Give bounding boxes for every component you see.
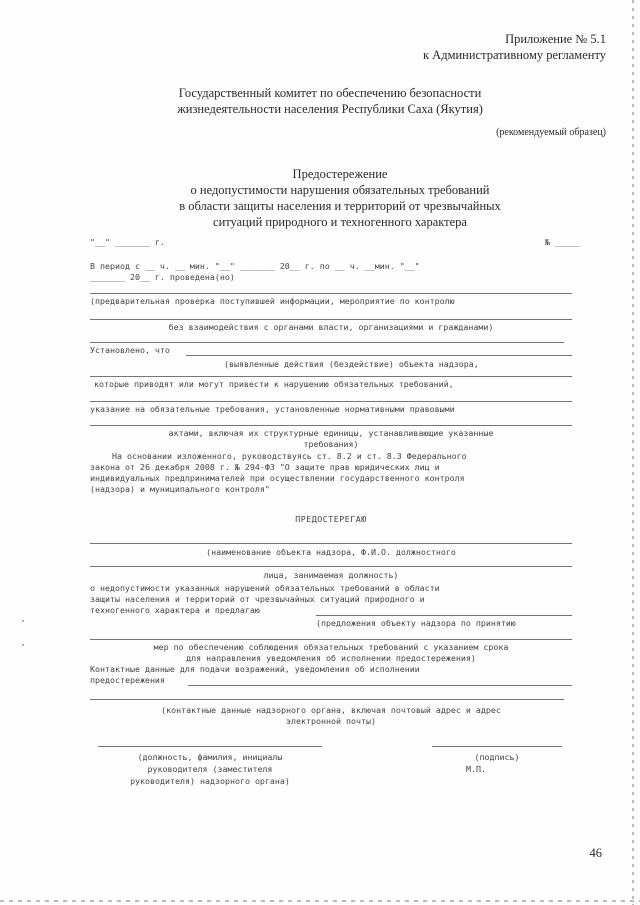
hint-actions: (выявленные действия (бездействие) объекта надзора, xyxy=(224,359,479,369)
blank-line xyxy=(90,543,572,544)
blank-line xyxy=(90,342,564,343)
blank-line xyxy=(90,293,572,294)
page-number: 46 xyxy=(589,846,602,860)
title-line-3: в области защиты населения и территорий от чрезвычайных xyxy=(179,199,501,213)
basis-line-1: На основании изложенного, руководствуясь ст. 8.2 и ст. 8.3 Федерального xyxy=(112,451,467,461)
appendix-number: Приложение № 5.1 xyxy=(505,32,606,46)
blank-line xyxy=(90,639,572,640)
basis-line-3: индивидуальных предпринимателей при осуществлении государственного контроля xyxy=(90,473,465,483)
blank-line xyxy=(90,401,572,402)
signature-hint: (подпись) xyxy=(474,752,520,762)
title-line-2: о недопустимости нарушения обязательных требований xyxy=(190,183,490,197)
signature-position-hint-2: руководителя (заместителя xyxy=(147,764,273,774)
contacts-line-1: Контактные данные для подачи возражений, уведомления об исполнении xyxy=(90,664,420,674)
scan-speck xyxy=(22,620,24,622)
hint-lead: которые приводят или могут привести к нарушению обязательных требований, xyxy=(94,379,454,389)
hint-acts-2: требования) xyxy=(303,439,359,449)
hint-contacts-1: (контактные данные надзорного органа, включая почтовый адрес и адрес xyxy=(161,705,501,715)
blank-line xyxy=(316,615,572,616)
hint-contacts-2: электронной почты) xyxy=(286,716,376,726)
contacts-line-2: предостережения xyxy=(90,675,165,685)
inadmissibility-line-3: техногенного характера и предлагаю xyxy=(90,605,260,615)
blank-line xyxy=(90,319,572,320)
title-line-4: ситуаций природного и техногенного характера xyxy=(213,215,467,229)
inadmissibility-line-2: защиты населения и территорий от чрезвычайных ситуаций природного и xyxy=(90,594,425,604)
warning-heading: ПРЕДОСТЕРЕГАЮ xyxy=(295,514,367,524)
signature-position-hint-1: (должность, фамилия, инициалы xyxy=(137,752,283,762)
signature-position-hint-3: руководителя) надзорного органа) xyxy=(130,776,290,786)
signature-line xyxy=(432,746,562,747)
established-label: Установлено, что xyxy=(90,345,170,355)
blank-line xyxy=(90,566,572,567)
hint-object-2: лица, занимаемая должность) xyxy=(263,570,399,580)
hint-acts-1: актами, включая их структурные единицы, устанавливающие указанные xyxy=(168,428,494,438)
hint-check: (предварительная проверка поступившей информации, мероприятие по контролю xyxy=(90,296,455,306)
recommended-sample: (рекомендуемый образец) xyxy=(496,127,606,138)
hint-object-1: (наименование объекта надзора, Ф.И.О. должностного xyxy=(206,547,456,557)
basis-line-2: закона от 26 декабря 2008 г. № 294-ФЗ "О защите прав юридических лиц и xyxy=(90,462,440,472)
scan-edge-right xyxy=(632,0,634,905)
blank-line xyxy=(90,425,572,426)
signature-position-line xyxy=(98,746,322,747)
hint-measures-2: для направления уведомления об исполнении предостережения) xyxy=(186,653,476,663)
hint-propose: (предложения объекту надзора по принятию xyxy=(316,618,516,628)
hint-measures-1: мер по обеспечению соблюдения обязательных требований с указанием срока xyxy=(153,642,509,652)
blank-line xyxy=(90,699,564,700)
scan-edge-bottom xyxy=(0,900,640,902)
organization-line-1: Государственный комитет по обеспечению безопасности xyxy=(178,86,482,100)
inadmissibility-line-1: о недопустимости указанных нарушений обязательных требований в области xyxy=(90,583,440,593)
basis-line-4: (надзора) и муниципального контроля" xyxy=(90,484,270,494)
date-field: "__" _______ г. xyxy=(90,237,165,247)
blank-line xyxy=(90,376,572,377)
scan-speck xyxy=(22,644,24,646)
appendix-reference: к Административному регламенту xyxy=(422,48,606,62)
organization-line-2: жизнедеятельности населения Республики Саха (Якутия) xyxy=(177,102,483,116)
blank-line xyxy=(188,685,572,686)
blank-line xyxy=(186,355,572,356)
period-line-2: _______ 20__ г. проведена(но) xyxy=(90,272,235,282)
period-line-1: В период с __ ч. __ мин. "__" _______ 20__ г. по __ ч. __мин. "__" xyxy=(90,261,420,271)
hint-no-interaction: без взаимодействия с органами власти, организациями и гражданами) xyxy=(168,322,494,332)
document-title: Предостережение xyxy=(292,167,388,181)
seal-placeholder: М.П. xyxy=(466,764,486,774)
hint-requirements: указание на обязательные требования, установленные нормативными правовыми xyxy=(90,404,455,414)
number-field: № _____ xyxy=(545,237,580,247)
